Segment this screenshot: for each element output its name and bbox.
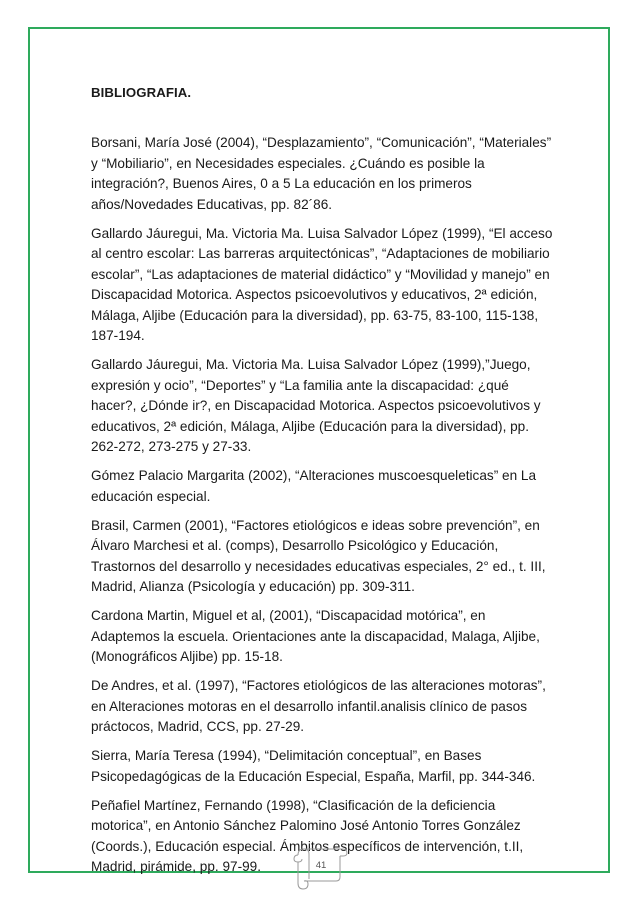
reference-item: Cardona Martin, Miguel et al, (2001), “Discapacidad motórica”, en Adaptemos la escuela. Orientaciones ante la discapacidad, Malaga, Aljibe, (Monográficos Aljibe) pp. 15-18. bbox=[91, 608, 540, 664]
reference-item: Brasil, Carmen (2001), “Factores etiológicos e ideas sobre prevención”, en Álvaro Marchesi et al. (comps), Desarrollo Psicológico y Educación, Trastornos del desarrollo y necesidades educativas especiales, 2° ed., t. III, Madrid, Alianza (Psicología y educación) pp. 309-311. bbox=[91, 517, 546, 594]
reference-list bbox=[91, 133, 556, 886]
reference-item: Gómez Palacio Margarita (2002), “Alteraciones muscoesqueleticas” en La educación especial. bbox=[91, 468, 537, 504]
page-footer bbox=[290, 843, 350, 893]
reference-item: Gallardo Jáuregui, Ma. Victoria Ma. Luisa Salvador López (1999),”Juego, expresión y ocio”, “Deportes” y “La familia ante la discapacidad: ¿qué hacer?, ¿Dónde ir?, en Discapacidad Motorica. Aspectos psicoevolutivos y educativos, 2ª edición, Málaga, Aljibe (Educación para la diversidad), pp. 262-272, 273-275 y 27-33. bbox=[91, 357, 541, 454]
page-number: 41 bbox=[315, 860, 327, 871]
reference-item: Sierra, María Teresa (1994), “Delimitación conceptual”, en Bases Psicopedagógicas de la Educación Especial, España, Marfil, pp. 344-346. bbox=[91, 748, 536, 784]
reference-item: Borsani, María José (2004), “Desplazamiento”, “Comunicación”, “Materiales” y “Mobiliario”, en Necesidades especiales. ¿Cuándo es posible la integración?, Buenos Aires, 0 a 5 La educación en los primeros años/Novedades Educativas, pp. 82´86. bbox=[91, 135, 552, 212]
page-title: BIBLIOGRAFIA. bbox=[91, 85, 192, 100]
reference-item: Gallardo Jáuregui, Ma. Victoria Ma. Luisa Salvador López (1999), “El acceso al centro escolar: Las barreras arquitectónicas”, “Adaptaciones de mobiliario escolar”, “Las adaptaciones de material didáctico” y “Movilidad y manejo” en Discapacidad Motorica. Aspectos psicoevolutivos y educativos, 2ª edición, Málaga, Aljibe (Educación para la diversidad), pp. 63-75, 83-100, 115-138, 187-194. bbox=[91, 225, 553, 343]
reference-item: Peñafiel Martínez, Fernando (1998), “Clasificación de la deficiencia motorica”, en Antonio Sánchez Palomino José Antonio Torres González (Coords.), Educación especial. Ámbitos específicos de intervención, t.II, Madrid, pirámide, pp. 97-99. bbox=[91, 797, 524, 874]
reference-item: De Andres, et al. (1997), “Factores etiológicos de las alteraciones motoras”, en Alteraciones motoras en el desarrollo infantil.analisis clínico de pasos práctocos, Madrid, CCS, pp. 27-29. bbox=[91, 678, 546, 734]
